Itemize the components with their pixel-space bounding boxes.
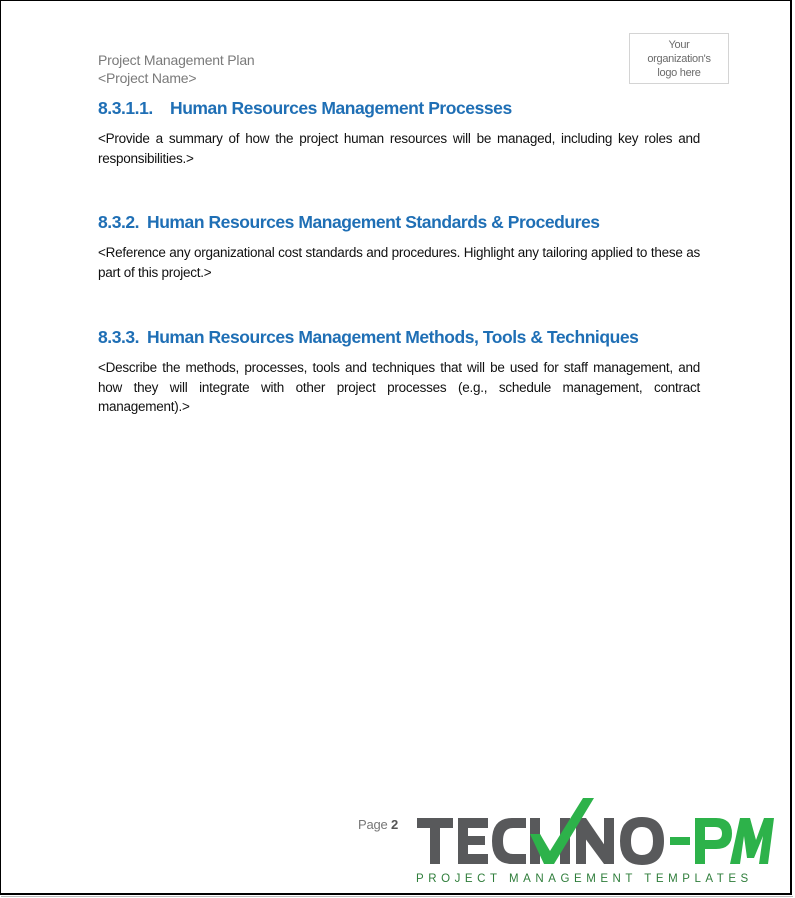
section-body: <Reference any organizational cost standards and procedures. Highlight any tailoring applied to these as part of this project.> (98, 245, 700, 280)
document-title: Project Management Plan (98, 52, 255, 68)
page-number (358, 817, 398, 832)
section-heading (98, 97, 700, 119)
section-body: <Describe the methods, processes, tools and techniques that will be used for staff management, and how they will integrate with other project processes (e.g., schedule management, contract management).> (98, 360, 700, 414)
page-label: Page (358, 817, 388, 832)
section-heading (98, 211, 700, 233)
logo-placeholder-line: organization's (647, 53, 711, 65)
page-header (98, 51, 255, 87)
section-number: 8.3.1.1. (98, 98, 153, 118)
section-number: 8.3.3. (98, 327, 140, 347)
section-hr-methods (98, 326, 700, 417)
section-hr-processes (98, 97, 700, 168)
logo-placeholder-line: logo here (657, 67, 701, 79)
section-title: Human Resources Management Methods, Tools & Techniques (147, 327, 639, 347)
section-heading (98, 326, 700, 348)
logo-placeholder-line: Your (668, 39, 690, 51)
section-number: 8.3.2. (98, 212, 140, 232)
brand-tagline: PROJECT MANAGEMENT TEMPLATES (416, 873, 753, 885)
techno-pm-logo (414, 796, 774, 886)
section-title: Human Resources Management Standards & Procedures (147, 212, 600, 232)
organization-logo-placeholder (629, 33, 729, 84)
page-number-value: 2 (390, 817, 399, 832)
project-name-placeholder: <Project Name> (98, 70, 197, 86)
section-body: <Provide a summary of how the project human resources will be managed, including key roles and responsibilities.> (98, 131, 700, 166)
section-hr-standards (98, 211, 700, 282)
section-title: Human Resources Management Processes (170, 98, 512, 118)
